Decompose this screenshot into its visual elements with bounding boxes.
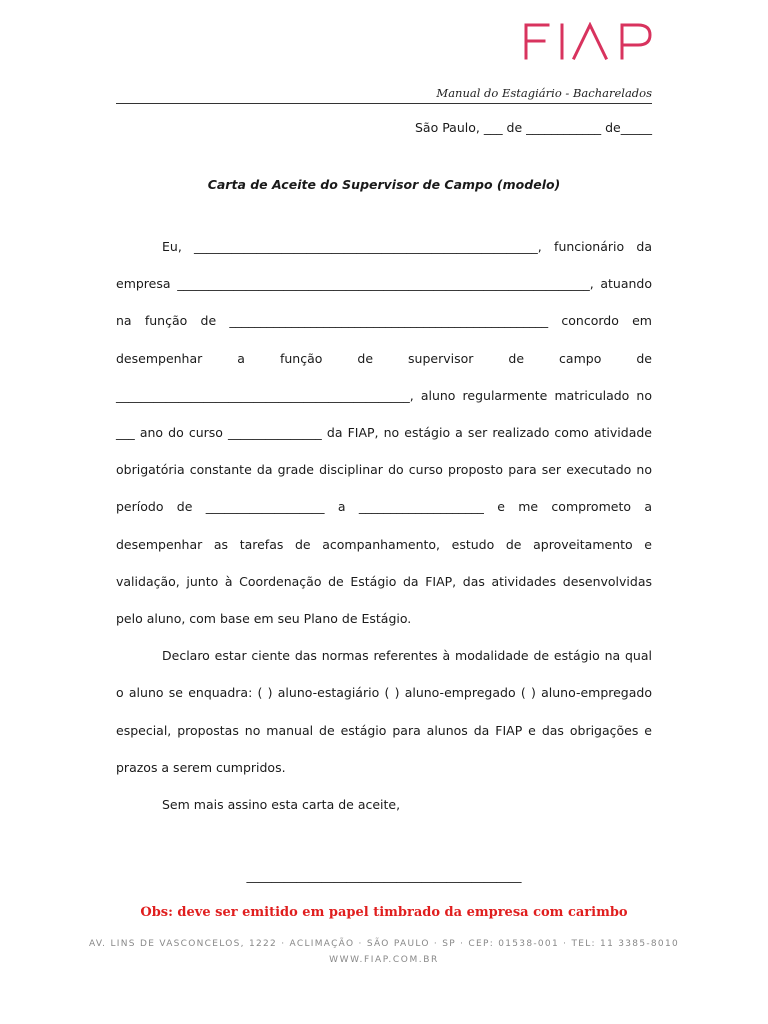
- paragraph-closing: Sem mais assino esta carta de aceite,: [162, 797, 401, 813]
- letter-title: Carta de Aceite do Supervisor de Campo (modelo): [207, 177, 561, 192]
- obs-note: Obs: deve ser emitido em papel timbrado da empresa com carimbo: [140, 905, 628, 920]
- footer-address: AV. LINS DE VASCONCELOS, 1222 · ACLIMAÇÃO · SÃO PAULO · SP · CEP: 01538-001 · TEL: 11 3385-8010: [88, 939, 680, 949]
- paragraph-declaration: Declaro estar ciente das normas referentes à modalidade de estágio na qual o aluno se enquadra: ( ) aluno-estagiário ( ) aluno-empregado ( ) aluno-empregado especial, propostas no manual de estágio para alunos da FIAP e das obrigações e prazos a serem cumpridos.: [116, 648, 652, 775]
- paragraph-commitment: Eu, _______________________________________________________, funcionário da empresa __________________________________________________________________, atuando na função de ___________________________________________________ concordo em desempenhar a função de supervisor de campo de _______________________________________________, aluno regularmente matriculado no ___ ano do curso _______________ da FIAP, no estágio a ser realizado como atividade obrigatória constante da grade disciplinar do curso proposto para ser executado no período de ___________________ a ____________________ e me comprometo a desempenhar as tarefas de acompanhamento, estudo de aproveitamento e validação, junto à Coordenação de Estágio da FIAP, das atividades desenvolvidas pelo aluno, com base em seu Plano de Estágio.: [116, 239, 652, 627]
- footer-website: WWW.FIAP.COM.BR: [329, 955, 439, 965]
- manual-title: Manual do Estagiário - Bacharelados: [436, 86, 652, 100]
- fiap-logo: [522, 22, 654, 60]
- signature-line: ____________________________________________: [246, 868, 522, 883]
- date-line: São Paulo, ___ de ____________ de_____: [414, 120, 652, 135]
- signature-area: [0, 868, 768, 883]
- header-divider: [116, 103, 652, 104]
- letter-body: [116, 228, 652, 823]
